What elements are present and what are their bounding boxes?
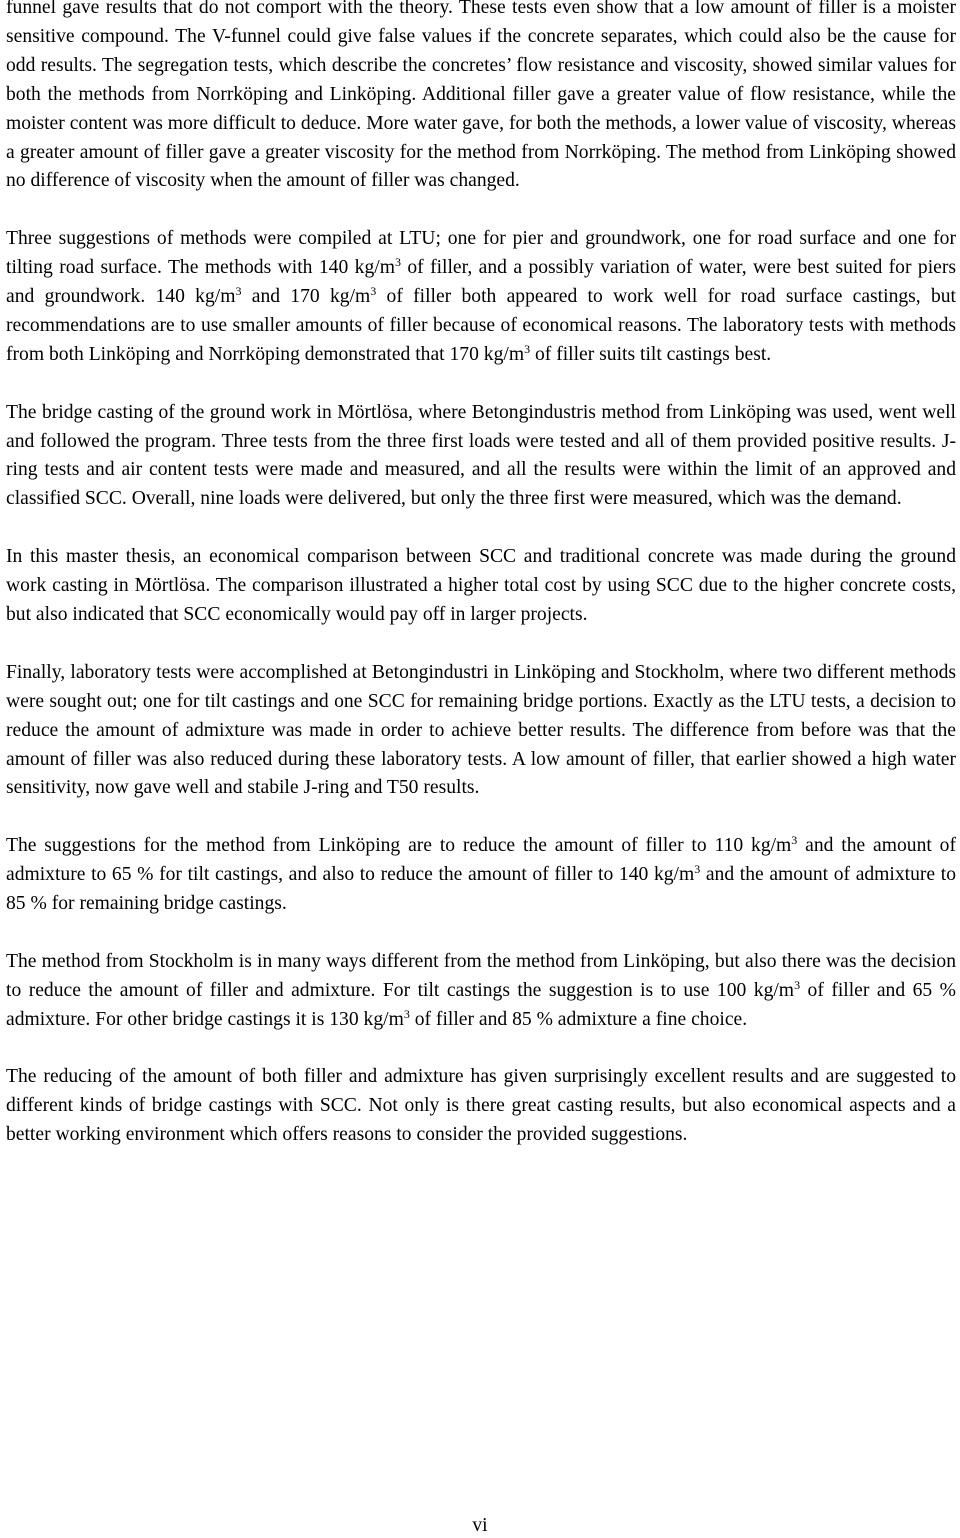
text-run: of filler suits tilt castings best. bbox=[530, 343, 772, 365]
paragraph bbox=[6, 399, 956, 515]
text-run: of filler and 85 % admixture a fine choice. bbox=[409, 1008, 748, 1030]
superscript: 3 bbox=[524, 341, 531, 356]
text-run: of filler and 65 % admixture. For other bridge castings it is 130 kg/m bbox=[6, 979, 956, 1030]
superscript: 3 bbox=[403, 1006, 410, 1021]
text-run: The method from Stockholm is in many ways different from the method from Linköping, but also there was the decision to reduce the amount of filler and admixture. For tilt castings the suggestion is to use 100 kg/m bbox=[6, 950, 956, 1001]
text-run: Three suggestions of methods were compiled at LTU; one for pier and groundwork, one for road surface and one for tilting road surface. The methods with 140 kg/m bbox=[6, 228, 956, 279]
paragraph bbox=[6, 225, 956, 370]
paragraph bbox=[6, 832, 956, 919]
text-run: The suggestions for the method from Linköping are to reduce the amount of filler to 110 kg/m bbox=[6, 835, 792, 857]
paragraph bbox=[6, 0, 956, 196]
paragraph bbox=[6, 1063, 956, 1150]
text-run: In this master thesis, an economical comparison between SCC and traditional concrete was made during the ground work casting in Mörtlösa. The comparison illustrated a higher total cost by using SCC due to the higher concrete costs, but also indicated that SCC economically would pay off in larger projects. bbox=[6, 546, 956, 625]
superscript: 3 bbox=[235, 284, 242, 299]
body-text bbox=[6, 0, 956, 1150]
superscript: 3 bbox=[794, 977, 801, 992]
text-run: of filler both appeared to work well for road surface castings, but recommendations are to use smaller amounts of filler because of economical reasons. The laboratory tests with methods from both Linköping and Norrköping demonstrated that 170 kg/m bbox=[6, 286, 956, 365]
superscript: 3 bbox=[370, 284, 377, 299]
superscript: 3 bbox=[694, 862, 701, 877]
document-page bbox=[6, 0, 956, 1150]
superscript: 3 bbox=[394, 255, 401, 270]
text-run: and the amount of admixture to 85 % for remaining bridge castings. bbox=[6, 864, 956, 915]
text-run: and the amount of admixture to 65 % for tilt castings, and also to reduce the amount of filler to 140 kg/m bbox=[6, 835, 956, 886]
paragraph bbox=[6, 543, 956, 630]
text-run: and 170 kg/m bbox=[241, 286, 371, 308]
paragraph bbox=[6, 948, 956, 1035]
text-run: of filler, and a possibly variation of water, were best suited for piers and groundwork. 140 kg/m bbox=[6, 257, 956, 308]
paragraph bbox=[6, 659, 956, 804]
text-run: Finally, laboratory tests were accomplished at Betongindustri in Linköping and Stockholm, where two different methods were sought out; one for tilt castings and one SCC for remaining bridge portions. Exactly as the LTU tests, a decision to reduce the amount of admixture was made in order to achieve better results. The difference from before was that the amount of filler was also reduced during these laboratory tests. A low amount of filler, that earlier showed a high water sensitivity, now gave well and stabile J-ring and T50 results. bbox=[6, 661, 956, 799]
text-run: The bridge casting of the ground work in Mörtlösa, where Betongindustris method from Linköping was used, went well and followed the program. Three tests from the three first loads were tested and all of them provided positive results. J-ring tests and air content tests were made and measured, and all the results were within the limit of an approved and classified SCC. Overall, nine loads were delivered, but only the three first were measured, which was the demand. bbox=[6, 401, 956, 510]
page-number: vi bbox=[472, 1515, 488, 1536]
superscript: 3 bbox=[791, 833, 798, 848]
text-run: funnel gave results that do not comport with the theory. These tests even show that a low amount of filler is a moister sensitive compound. The V-funnel could give false values if the concrete separates, which could also be the cause for odd results. The segregation tests, which describe the concretes’ flow resistance and viscosity, showed similar values for both the methods from Norrköping and Linköping. Additional filler gave a greater value of flow resistance, while the moister content was more difficult to deduce. More water gave, for both the methods, a lower value of viscosity, whereas a greater amount of filler gave a greater viscosity for the method from Norrköping. The method from Linköping showed no difference of viscosity when the amount of filler was changed. bbox=[6, 0, 956, 192]
text-run: The reducing of the amount of both filler and admixture has given surprisingly excellent results and are suggested to different kinds of bridge castings with SCC. Not only is there great casting results, but also economical aspects and a better working environment which offers reasons to consider the provided suggestions. bbox=[6, 1066, 956, 1146]
